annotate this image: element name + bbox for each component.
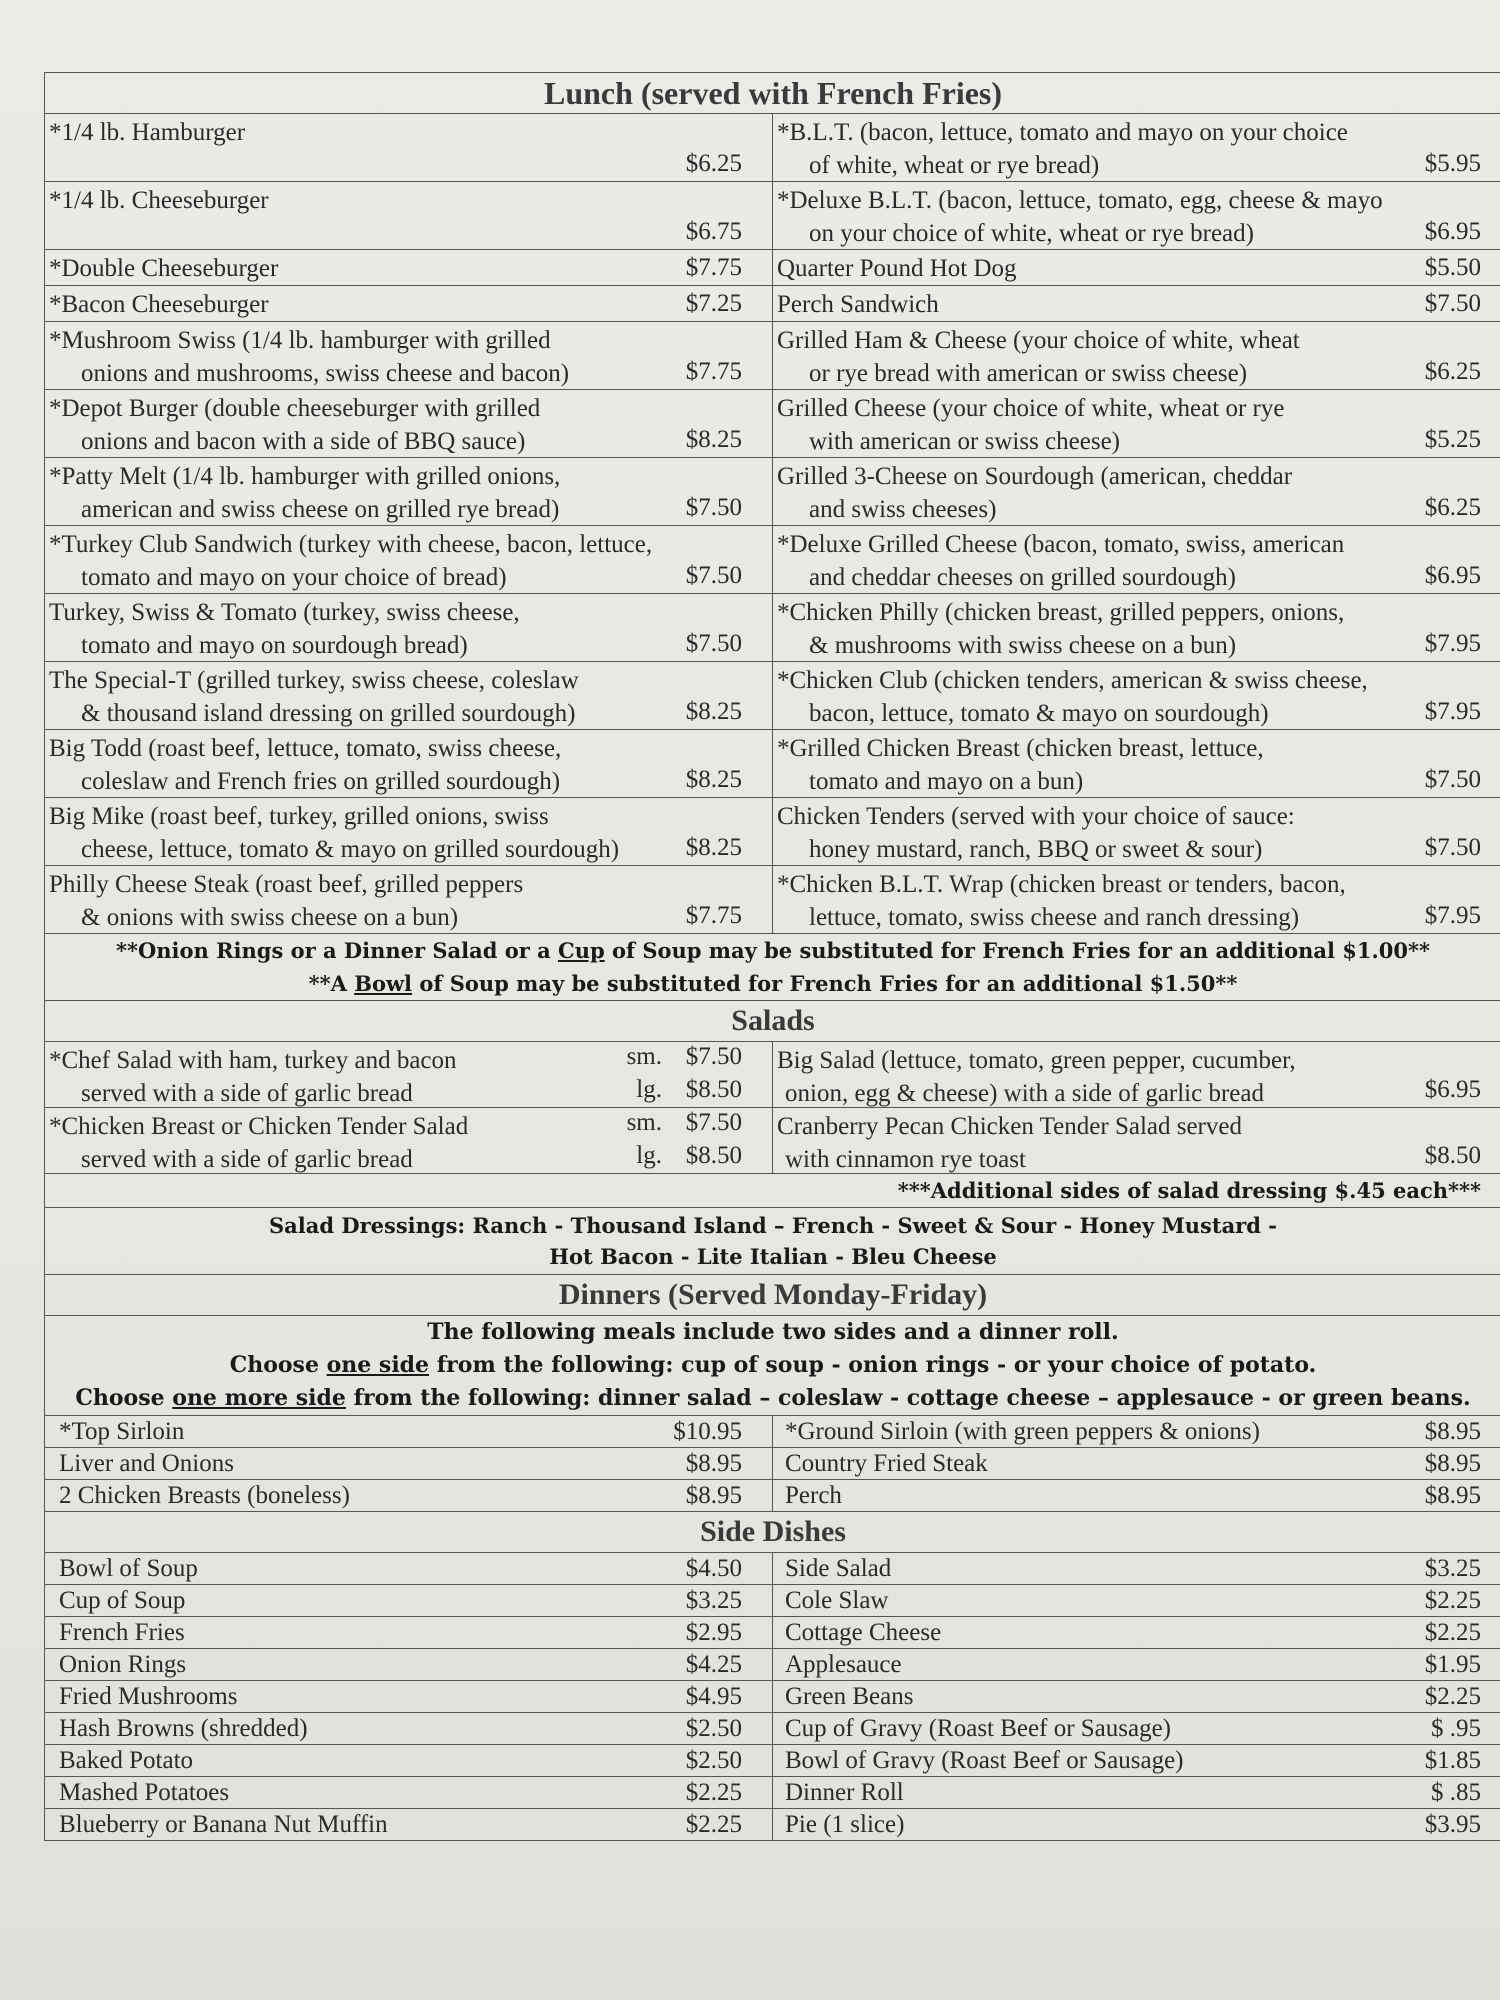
menu-item: [45, 1649, 773, 1681]
item-price: $4.50: [685, 1555, 742, 1582]
menu-item: [45, 1809, 773, 1841]
item-price: $7.95: [1424, 630, 1481, 657]
item-name: Cranberry Pecan Chicken Tender Salad served: [777, 1113, 1242, 1140]
item-price: $7.50: [1424, 290, 1481, 317]
dinners-heading: Dinners (Served Monday-Friday): [45, 1275, 1500, 1316]
menu-item: [45, 798, 773, 866]
item-name: Bowl of Soup: [59, 1555, 198, 1582]
item-name: Grilled Ham & Cheese (your choice of white, wheat: [777, 327, 1300, 354]
menu-item: [773, 1448, 1500, 1480]
item-price: $8.25: [685, 834, 742, 861]
item-price: $2.50: [685, 1747, 742, 1774]
menu-table: [44, 72, 1500, 1841]
item-price: $2.25: [1424, 1683, 1481, 1710]
item-name: Chicken Tenders (served with your choice of sauce:: [777, 803, 1295, 830]
menu-item: [45, 1480, 773, 1512]
menu-item: [773, 662, 1500, 730]
side-dishes-grid: [45, 1553, 1500, 1841]
salads-heading: Salads: [45, 1001, 1500, 1042]
item-name: Quarter Pound Hot Dog: [777, 255, 1017, 282]
menu-item: [45, 1777, 773, 1809]
small-size-price: $7.50: [685, 1109, 742, 1136]
menu-item: [45, 182, 773, 250]
salads-grid: [45, 1042, 1500, 1174]
menu-item: [773, 730, 1500, 798]
item-name: *Depot Burger (double cheeseburger with grilled: [49, 395, 541, 422]
item-name: *Patty Melt (1/4 lb. hamburger with grilled onions,: [49, 463, 561, 490]
item-price: $1.95: [1424, 1651, 1481, 1678]
item-price: $2.25: [685, 1811, 742, 1838]
menu-item: [45, 250, 773, 286]
menu-item: [45, 1416, 773, 1448]
item-description: and swiss cheeses): [809, 496, 997, 523]
item-name: Pie (1 slice): [785, 1811, 905, 1838]
item-name: *Mushroom Swiss (1/4 lb. hamburger with grilled: [49, 327, 551, 354]
item-price: $8.95: [685, 1450, 742, 1477]
item-price: $7.95: [1424, 902, 1481, 929]
item-price: $3.25: [1424, 1555, 1481, 1582]
menu-item: [45, 322, 773, 390]
menu-item: [45, 390, 773, 458]
item-name: Perch: [785, 1482, 842, 1509]
item-price: $8.95: [1424, 1482, 1481, 1509]
item-price: $5.25: [1424, 426, 1481, 453]
menu-item: [773, 390, 1500, 458]
item-description: cheese, lettuce, tomato & mayo on grilled sourdough): [81, 836, 620, 863]
item-name: Liver and Onions: [59, 1450, 234, 1477]
item-name: *1/4 lb. Cheeseburger: [49, 187, 269, 214]
item-name: Big Salad (lettuce, tomato, green pepper, cucumber,: [777, 1047, 1296, 1074]
item-name: *Chicken Breast or Chicken Tender Salad: [49, 1113, 469, 1140]
menu-item: [773, 322, 1500, 390]
menu-item: [773, 1480, 1500, 1512]
menu-item: [45, 662, 773, 730]
item-name: Baked Potato: [59, 1747, 194, 1774]
side-dishes-heading: Side Dishes: [45, 1512, 1500, 1553]
item-name: *Top Sirloin: [59, 1418, 185, 1445]
item-name: *Deluxe Grilled Cheese (bacon, tomato, swiss, american: [777, 531, 1345, 558]
menu-item: [773, 250, 1500, 286]
item-price: $3.95: [1424, 1811, 1481, 1838]
small-size-price: $7.50: [685, 1043, 742, 1070]
item-price: $8.25: [685, 426, 742, 453]
salad-dressings-list: Salad Dressings: Ranch - Thousand Island – French - Sweet & Sour - Honey Mustard - Hot Bacon - Lite Italian - Bleu Cheese: [45, 1208, 1500, 1275]
item-price: $5.95: [1424, 150, 1481, 177]
menu-item: [773, 1777, 1500, 1809]
lunch-heading: Lunch (served with French Fries): [45, 73, 1500, 114]
item-price: $ .95: [1431, 1715, 1481, 1742]
item-name: Cole Slaw: [785, 1587, 889, 1614]
menu-item: [773, 1649, 1500, 1681]
item-name: *Chef Salad with ham, turkey and bacon: [49, 1047, 457, 1074]
menu-item: [45, 286, 773, 322]
item-price: $7.50: [685, 630, 742, 657]
item-description: or rye bread with american or swiss cheese): [809, 360, 1248, 387]
item-price: $3.25: [685, 1587, 742, 1614]
item-name: *Bacon Cheeseburger: [49, 291, 269, 318]
dinners-grid: [45, 1415, 1500, 1512]
item-description: tomato and mayo on sourdough bread): [81, 632, 468, 659]
item-description: onions and bacon with a side of BBQ sauce): [81, 428, 526, 455]
item-description: coleslaw and French fries on grilled sourdough): [81, 768, 561, 795]
item-price: $2.25: [1424, 1587, 1481, 1614]
item-name: 2 Chicken Breasts (boneless): [59, 1482, 350, 1509]
item-name: Fried Mushrooms: [59, 1683, 238, 1710]
item-description: & onions with swiss cheese on a bun): [81, 904, 459, 931]
item-description: of white, wheat or rye bread): [809, 152, 1100, 179]
salad-item: [773, 1108, 1500, 1174]
item-price: $2.25: [1424, 1619, 1481, 1646]
large-size-label: lg.: [636, 1076, 662, 1103]
item-price: $7.50: [1424, 766, 1481, 793]
menu-item: [45, 1553, 773, 1585]
item-name: *Chicken Club (chicken tenders, american & swiss cheese,: [777, 667, 1368, 694]
lunch-grid: [45, 114, 1500, 934]
item-name: *Turkey Club Sandwich (turkey with cheese, bacon, lettuce,: [49, 531, 653, 558]
menu-item: [45, 594, 773, 662]
item-price: $7.75: [685, 254, 742, 281]
menu-item: [773, 1617, 1500, 1649]
menu-item: [45, 1681, 773, 1713]
item-name: Grilled 3-Cheese on Sourdough (american, cheddar: [777, 463, 1293, 490]
item-name: Green Beans: [785, 1683, 914, 1710]
dinners-intro: The following meals include two sides and a dinner roll. Choose one side from the following: cup of soup - onion rings - or your choice of potato. Choose one more side from the following: dinner salad – coleslaw - cottage cheese – applesauce - or green beans.: [75, 1319, 1471, 1411]
item-name: Dinner Roll: [785, 1779, 904, 1806]
item-price: $7.50: [685, 494, 742, 521]
item-name: *B.L.T. (bacon, lettuce, tomato and mayo on your choice: [777, 119, 1348, 146]
item-price: $2.95: [685, 1619, 742, 1646]
item-price: $5.50: [1424, 254, 1481, 281]
item-price: $7.25: [685, 290, 742, 317]
menu-item: [45, 114, 773, 182]
item-name: Big Mike (roast beef, turkey, grilled onions, swiss: [49, 803, 549, 830]
item-name: Onion Rings: [59, 1651, 187, 1678]
menu-item: [773, 1809, 1500, 1841]
large-size-price: $8.50: [685, 1076, 742, 1103]
salad-item: [773, 1042, 1500, 1108]
menu-item: [773, 798, 1500, 866]
item-price: $8.95: [685, 1482, 742, 1509]
menu-item: [773, 526, 1500, 594]
item-description: onions and mushrooms, swiss cheese and bacon): [81, 360, 570, 387]
item-price: $8.95: [1424, 1418, 1481, 1445]
item-name: *1/4 lb. Hamburger: [49, 119, 246, 146]
menu-item: [773, 594, 1500, 662]
menu-item: [45, 458, 773, 526]
menu-item: [773, 182, 1500, 250]
menu-item: [773, 1745, 1500, 1777]
item-name: *Chicken Philly (chicken breast, grilled peppers, onions,: [777, 599, 1345, 626]
item-price: $8.95: [1424, 1450, 1481, 1477]
menu-item: [773, 1416, 1500, 1448]
item-name: Blueberry or Banana Nut Muffin: [59, 1811, 388, 1838]
menu-item: [45, 1448, 773, 1480]
item-name: Cottage Cheese: [785, 1619, 942, 1646]
item-name: Applesauce: [785, 1651, 902, 1678]
item-description: served with a side of garlic bread: [81, 1146, 413, 1173]
item-price: $7.50: [1424, 834, 1481, 861]
menu-item: [45, 1745, 773, 1777]
item-name: Cup of Gravy (Roast Beef or Sausage): [785, 1715, 1172, 1742]
menu-item: [773, 1553, 1500, 1585]
item-description: tomato and mayo on a bun): [809, 768, 1084, 795]
item-price: $1.85: [1424, 1747, 1481, 1774]
item-name: *Deluxe B.L.T. (bacon, lettuce, tomato, egg, cheese & mayo: [777, 187, 1383, 214]
large-size-price: $8.50: [685, 1142, 742, 1169]
item-name: French Fries: [59, 1619, 185, 1646]
item-name: Hash Browns (shredded): [59, 1715, 308, 1742]
item-description: american and swiss cheese on grilled rye bread): [81, 496, 560, 523]
item-price: $ .85: [1431, 1779, 1481, 1806]
item-name: Philly Cheese Steak (roast beef, grilled peppers: [49, 871, 524, 898]
item-price: $2.25: [685, 1779, 742, 1806]
item-description: & thousand island dressing on grilled sourdough): [81, 700, 576, 727]
item-name: *Grilled Chicken Breast (chicken breast, lettuce,: [777, 735, 1264, 762]
menu-item: [773, 1585, 1500, 1617]
item-price: $6.95: [1424, 218, 1481, 245]
item-price: $8.50: [1424, 1142, 1481, 1169]
item-price: $10.95: [673, 1418, 742, 1445]
item-description: on your choice of white, wheat or rye bread): [809, 220, 1254, 247]
item-price: $7.75: [685, 358, 742, 385]
item-description: bacon, lettuce, tomato & mayo on sourdough): [809, 700, 1269, 727]
item-price: $6.95: [1424, 562, 1481, 589]
item-name: The Special-T (grilled turkey, swiss cheese, coleslaw: [49, 667, 579, 694]
item-price: $4.95: [685, 1683, 742, 1710]
item-price: $7.95: [1424, 698, 1481, 725]
item-price: $6.25: [1424, 358, 1481, 385]
item-description: onion, egg & cheese) with a side of garlic bread: [785, 1080, 1264, 1107]
item-name: Bowl of Gravy (Roast Beef or Sausage): [785, 1747, 1184, 1774]
item-price: $7.50: [685, 562, 742, 589]
menu-item: [773, 1713, 1500, 1745]
item-price: $8.25: [685, 766, 742, 793]
menu-item: [773, 114, 1500, 182]
item-price: $6.95: [1424, 1076, 1481, 1103]
menu-item: [45, 1713, 773, 1745]
item-price: $6.25: [1424, 494, 1481, 521]
substitution-note-2: **A Bowl of Soup may be substituted for French Fries for an additional $1.50**: [45, 967, 1500, 1001]
item-description: with cinnamon rye toast: [785, 1146, 1026, 1173]
small-size-label: sm.: [626, 1043, 662, 1070]
item-name: *Chicken B.L.T. Wrap (chicken breast or tenders, bacon,: [777, 871, 1346, 898]
item-price: $2.50: [685, 1715, 742, 1742]
item-name: Mashed Potatoes: [59, 1779, 230, 1806]
item-price: $8.25: [685, 698, 742, 725]
item-price: $7.75: [685, 902, 742, 929]
item-name: Grilled Cheese (your choice of white, wheat or rye: [777, 395, 1285, 422]
item-description: with american or swiss cheese): [809, 428, 1120, 455]
menu-item: [45, 1617, 773, 1649]
item-description: & mushrooms with swiss cheese on a bun): [809, 632, 1237, 659]
item-name: Cup of Soup: [59, 1587, 186, 1614]
menu-item: [45, 866, 773, 934]
menu-item: [773, 1681, 1500, 1713]
item-description: served with a side of garlic bread: [81, 1080, 413, 1107]
item-description: tomato and mayo on your choice of bread): [81, 564, 507, 591]
item-price: $4.25: [685, 1651, 742, 1678]
small-size-label: sm.: [626, 1109, 662, 1136]
item-price: $6.25: [685, 150, 742, 177]
substitution-note-1: **Onion Rings or a Dinner Salad or a Cup of Soup may be substituted for French Fries for an additional $1.00**: [116, 938, 1430, 963]
menu-item: [773, 458, 1500, 526]
salad-item: [45, 1042, 773, 1108]
salad-item: [45, 1108, 773, 1174]
item-name: *Ground Sirloin (with green peppers & onions): [785, 1418, 1260, 1445]
menu-item: [45, 1585, 773, 1617]
additional-dressing-note: ***Additional sides of salad dressing $.45 each***: [45, 1174, 1500, 1208]
item-name: Perch Sandwich: [777, 291, 939, 318]
item-name: Country Fried Steak: [785, 1450, 988, 1477]
item-description: lettuce, tomato, swiss cheese and ranch dressing): [809, 904, 1300, 931]
menu-item: [45, 730, 773, 798]
menu-item: [45, 526, 773, 594]
large-size-label: lg.: [636, 1142, 662, 1169]
item-name: Side Salad: [785, 1555, 892, 1582]
item-name: *Double Cheeseburger: [49, 255, 279, 282]
item-name: Big Todd (roast beef, lettuce, tomato, swiss cheese,: [49, 735, 562, 762]
item-price: $6.75: [685, 218, 742, 245]
menu-item: [773, 866, 1500, 934]
menu-item: [773, 286, 1500, 322]
item-name: Turkey, Swiss & Tomato (turkey, swiss cheese,: [49, 599, 520, 626]
item-description: honey mustard, ranch, BBQ or sweet & sour): [809, 836, 1263, 863]
item-description: and cheddar cheeses on grilled sourdough): [809, 564, 1236, 591]
